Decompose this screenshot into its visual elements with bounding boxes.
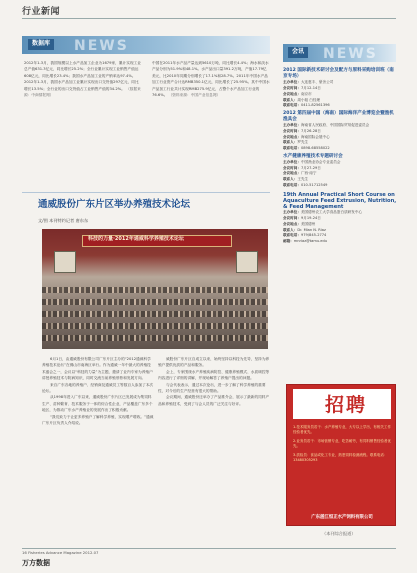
event-line: 主办单位：中国渔业协会专业委员会 [283, 160, 341, 165]
event-item [283, 192, 398, 245]
article-paragraph: 会上，专家围绕水产养殖疾病防控、健康养殖模式、水质调控等内容进行了详细的讲解，并现场解答了养殖户提出的问题。 [158, 369, 270, 381]
title-rule [22, 192, 270, 193]
photo-crowd-row [42, 299, 268, 305]
database-column-1 [24, 60, 142, 98]
photo-crowd-row [42, 335, 268, 341]
article-byline: 文/图 本刊特约记者 唐东东 [38, 218, 89, 223]
event-line: 会议地点：海南国际会展中心 [283, 134, 330, 139]
recruit-item: 1.技术服务员若干：水产养殖专业，大专以上学历，有相关工作经验者优先。 [293, 425, 391, 435]
photo-crowd-row [42, 287, 268, 293]
event-line: 联系人：罗先生 [283, 140, 309, 145]
footer-rule [22, 548, 396, 549]
top-rule [22, 18, 396, 19]
event-line: 主办单位：大连惠丰、豪舍公司 [283, 80, 334, 85]
photo-screen-left [54, 251, 76, 273]
event-line: 联系电话：0411-82561396 [283, 103, 330, 108]
event-line: 会议时间：9月19-24日 [283, 216, 321, 221]
event-line: 联系人：王先生 [283, 177, 309, 182]
article-paragraph: 从1998年进入广东以来，通威股份广东片区已发展成为集饲料生产、苗种繁育、技术服务于一体的综合性企业，产品覆盖广东多个地区，为推动广东水产养殖业的发展作出了积极贡献。 [42, 395, 153, 413]
section-title: 行业新闻 [22, 7, 61, 17]
event-item [283, 68, 398, 109]
database-label: 数据库 [28, 39, 54, 50]
events-watermark: NEWS [323, 46, 378, 62]
events-list [283, 66, 398, 245]
event-line: 会议地点：南京市 [283, 91, 312, 96]
event-line: 邮箱：mnriaz@tamu.edu [283, 238, 328, 243]
event-line: 主办单位：美国德州农工大学食品蛋白质研发中心 [283, 210, 363, 215]
event-line: 主办单位：海南省人民政府、中国国际贸易促进委员会 [283, 123, 370, 128]
event-line: 联系电话：010-51712549 [283, 182, 328, 187]
event-title: 水产健康养殖技术专题研讨会 [283, 153, 343, 159]
event-line: 会议地点：广西·南宁 [283, 171, 317, 176]
page-footer [22, 550, 98, 556]
recruit-item: 2.业务员若干：市场营销专业，吃苦耐劳，有饲料销售经验者优先。 [293, 438, 391, 449]
article-paragraph: 与会代表表示，通过本次论坛，进一步了解了科学养殖的重要性，对今后的生产经营有很大的帮助。 [158, 382, 266, 394]
events-label: 会讯 [288, 47, 308, 58]
event-line: 会议地点：美国德州 [283, 221, 316, 226]
article-column-left [42, 356, 154, 426]
article-paragraph: 会议期间，通威股份还举办了产品推介会，展示了最新的饲料产品和养殖技术，受到了与会人员的广泛关注与好评。 [158, 395, 270, 406]
forum-photo [42, 229, 268, 349]
article-paragraph: “我们致力于让更多养殖户了解科学养殖，实现增产增收。”通威广东片区负责人介绍说。 [42, 414, 154, 426]
database-watermark: NEWS [74, 38, 129, 54]
article-paragraph: 来自广东各地的养殖户、经销商及通威员工等数百人参加了本次论坛。 [42, 382, 154, 394]
recruit-header [293, 389, 391, 419]
event-line: 联系人：周小姐 白经理 [283, 97, 321, 102]
page-number: 16 [22, 550, 27, 555]
event-line: 会议时间：7月27-29日 [283, 165, 321, 170]
event-title: 2012 第四届中国（海南）国际海洋产业博览会暨渔机渔具会 [283, 110, 394, 123]
recruit-ad [286, 384, 396, 526]
article-paragraph: 6月1日，由通威股份有限公司广东片区主办的“2012通威科学养殖技术论坛”在佛山市南海区举行。作为通威一年中最大的养殖技术盛会之一，会议以“科技的力量”为主题，邀请了业内专家为养殖户讲授养殖技术与防病知识，同时交流当前养殖形势和发展方向。 [42, 357, 153, 381]
photo-screen-right [236, 251, 258, 273]
photo-banner-text: 科技的力量·2012年通威科学养殖技术论坛 [88, 236, 184, 242]
database-source-2: （资料来源：中国产业信息网） [168, 93, 221, 98]
event-item [283, 111, 398, 152]
event-title: 2012 国际新技术研讨会及配方与原料采购培训班（南京专场） [283, 68, 394, 80]
article-paragraph: 威股份广东片区自成立以来，始终坚持以科技为先导，坚持为养殖户提供优质的产品和服务。 [158, 357, 270, 368]
event-line: 联系电话：0898-68558022 [283, 146, 330, 151]
recruit-item: 3.质检员：食品或化工专业，熟悉饲料检测流程。联系电话：13480305293 [293, 452, 388, 463]
event-line: 联系人：Dr. Mian N. Riaz [283, 227, 326, 232]
recruit-credit: （本刊综合报道） [322, 531, 356, 536]
database-text-1: 2012年1-3月，我国规模以上水产品加工企业为1679家，累计实现工业总产值631.3亿元，同比增长25.2%；全行业累计实现工业销售产值达608亿元，同比增长23.4%；我国水产品加工业的产销率达97.4%。2012年1-3月，我国水产品加工业累计实现出口交货值297亿元，同比增长13.5%；全行业的出口交货值占工业销售产值的34.2%。 [24, 61, 141, 91]
event-line: 联系电话：979/845-2774 [283, 233, 327, 238]
article-title: 通威股份广东片区举办养殖技术论坛 [38, 199, 191, 210]
recruit-company: 广东湛江恒正水产饲料有限公司 [311, 515, 373, 520]
event-item [283, 154, 398, 189]
article-column-right [158, 356, 270, 407]
footer-brand: 万方数据 [22, 559, 50, 567]
recruit-title: 招聘 [325, 394, 368, 416]
event-title: 19th Annual Practical Short Course on Aquaculture Feed Extrusion, Nutrition, & Feed Management [283, 191, 397, 211]
event-line: 会议时间：7月26-28日 [283, 129, 321, 134]
photo-crowd-row [42, 311, 268, 317]
database-source-1: （数据来源：中商情报网） [24, 86, 141, 98]
recruit-items [293, 425, 391, 466]
database-banner [22, 36, 270, 54]
events-banner [283, 44, 396, 62]
photo-crowd-row [42, 323, 268, 329]
event-line: 会议时间：7月12-14日 [283, 86, 321, 91]
database-column-2 [152, 60, 270, 98]
journal-name: Fisheries Advance Magazine 2012.07 [28, 550, 99, 555]
database-text-2: 中国在2011年水产品产量达到5610万吨，同比增长4.4%；海水和淡水产品分别为51.9%和48.1%。水产品出口量391.2万吨，产值17.79亿美元，比2010年同期分别增长了17.1%和28.7%。2011年中国水产品加工行业资产合计达RMB350.1亿元，同比增长了25.95%。其中中国水产品加工行业共计实现RMB275.9亿元，占整个水产品加工行业的76.6%。 [152, 61, 270, 98]
